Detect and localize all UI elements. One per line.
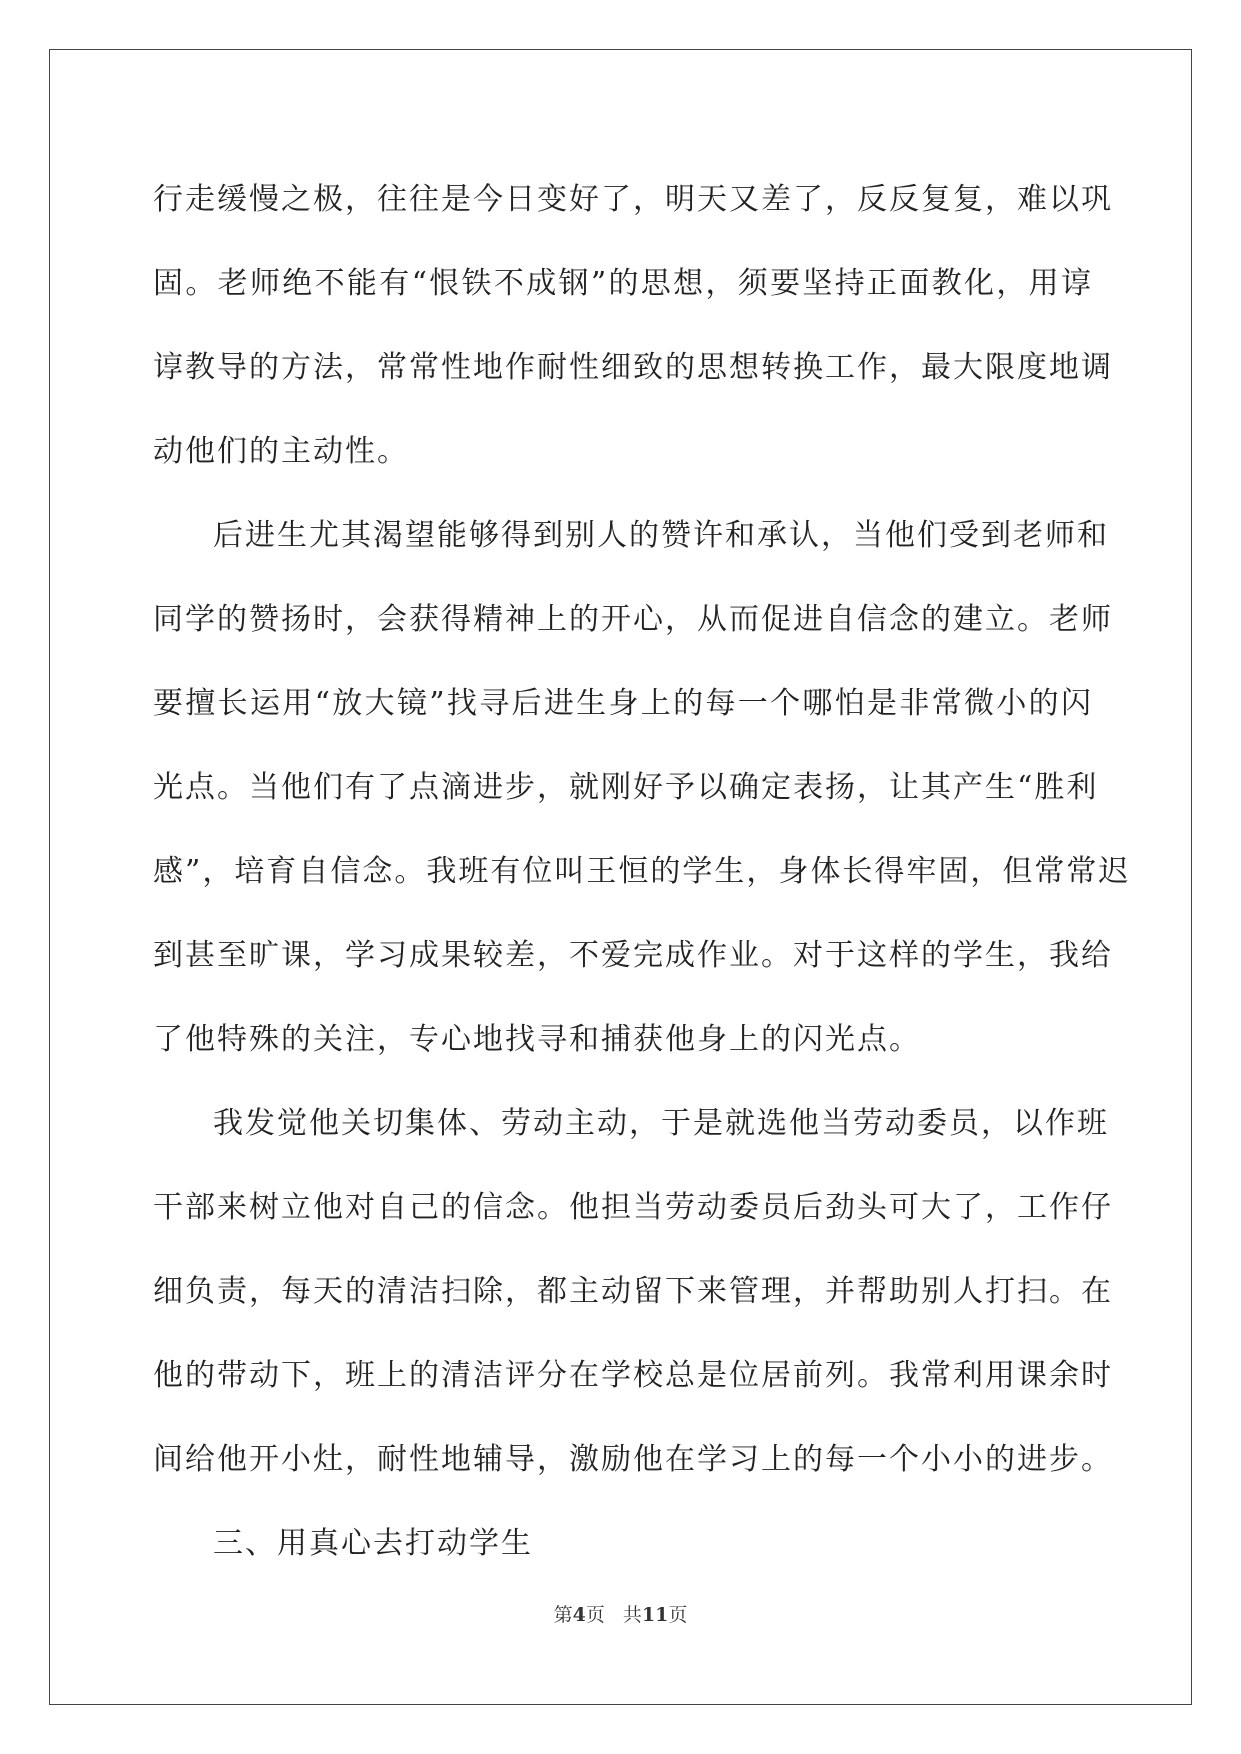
page-number: 4 [572,1604,586,1626]
text-line: 要擅长运用“放大镜”找寻后进生身上的每一个哪怕是非常微小的闪 [153,686,1093,721]
paragraph-start-line: 后进生尤其渴望能够得到别人的赞许和承认，当他们受到老师和 [213,518,1109,553]
paragraph-start-line: 我发觉他关切集体、劳动主动，于是就选他当劳动委员，以作班 [213,1106,1109,1141]
page-number-suffix: 页 [585,1604,605,1626]
section-heading: 三、用真心去打动学生 [213,1526,533,1561]
text-line: 干部来树立他对自己的信念。他担当劳动委员后劲头可大了，工作仔 [153,1190,1113,1225]
total-pages-suffix: 页 [668,1604,688,1626]
text-line: 了他特殊的关注，专心地找寻和捕获他身上的闪光点。 [153,1022,921,1057]
text-line: 固。老师绝不能有“恨铁不成钢”的思想，须要坚持正面教化，用谆 [153,266,1093,301]
page-footer [0,1600,1241,1627]
text-line: 到甚至旷课，学习成果较差，不爱完成作业。对于这样的学生，我给 [153,938,1113,973]
text-line: 行走缓慢之极，往往是今日变好了，明天又差了，反反复复，难以巩 [153,182,1113,217]
total-pages-prefix: 共 [622,1604,642,1626]
text-line: 感”，培育自信念。我班有位叫王恒的学生，身体长得牢固，但常常迟 [153,854,1131,889]
text-line: 同学的赞扬时，会获得精神上的开心，从而促进自信念的建立。老师 [153,602,1113,637]
text-line: 光点。当他们有了点滴进步，就刚好予以确定表扬，让其产生“胜利 [153,770,1099,805]
text-line: 间给他开小灶，耐性地辅导，激励他在学习上的每一个小小的进步。 [153,1442,1113,1477]
document-body [153,158,1131,1586]
text-line: 谆教导的方法，常常性地作耐性细致的思想转换工作，最大限度地调 [153,350,1113,385]
text-line: 他的带动下，班上的清洁评分在学校总是位居前列。我常利用课余时 [153,1358,1113,1393]
page-number-prefix: 第 [553,1604,573,1626]
total-pages: 11 [641,1604,669,1626]
text-line: 动他们的主动性。 [153,434,409,469]
text-line: 细负责，每天的清洁扫除，都主动留下来管理，并帮助别人打扫。在 [153,1274,1113,1309]
